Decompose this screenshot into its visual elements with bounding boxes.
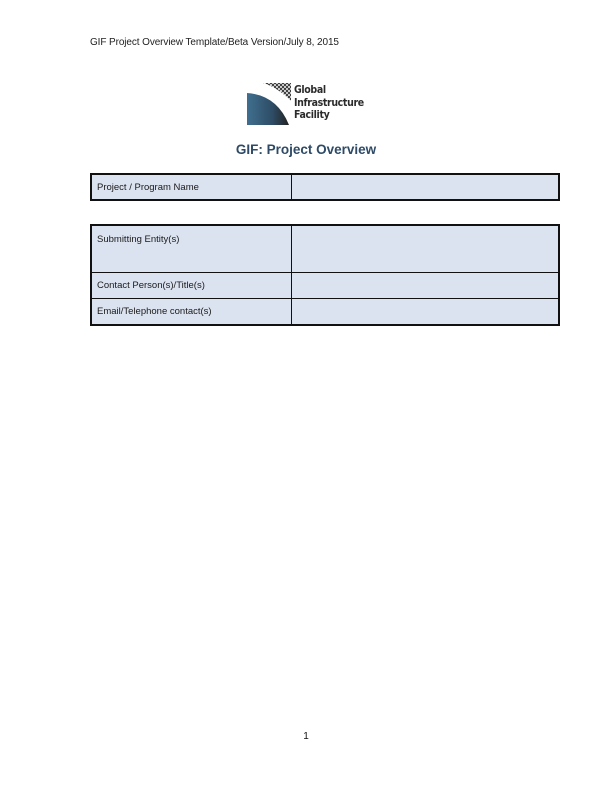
page-number: 1 <box>303 731 309 742</box>
contact-person-field[interactable] <box>292 273 560 299</box>
running-header: GIF Project Overview Template/Beta Version/July 8, 2015 <box>90 37 339 48</box>
table-row <box>91 273 559 299</box>
table-row <box>91 299 559 326</box>
logo-line-3: Facility <box>294 109 330 121</box>
page-title: GIF: Project Overview <box>235 142 377 157</box>
gif-logo <box>247 83 365 125</box>
gif-logo-icon <box>247 83 291 125</box>
logo-line-1: Global <box>294 84 326 96</box>
table-row <box>91 174 559 200</box>
logo-line-2: Infrastructure <box>294 96 364 109</box>
project-name-field[interactable] <box>292 174 560 200</box>
contact-person-label: Contact Person(s)/Title(s) <box>91 273 292 299</box>
submitting-entity-label: Submitting Entity(s) <box>91 225 292 273</box>
project-name-label: Project / Program Name <box>91 174 292 200</box>
project-name-table <box>90 173 560 201</box>
contact-info-table <box>90 224 560 326</box>
submitting-entity-field[interactable] <box>292 225 560 273</box>
gif-logo-text <box>294 84 364 122</box>
table-row <box>91 225 559 273</box>
email-telephone-label: Email/Telephone contact(s) <box>91 299 292 326</box>
email-telephone-field[interactable] <box>292 299 560 326</box>
